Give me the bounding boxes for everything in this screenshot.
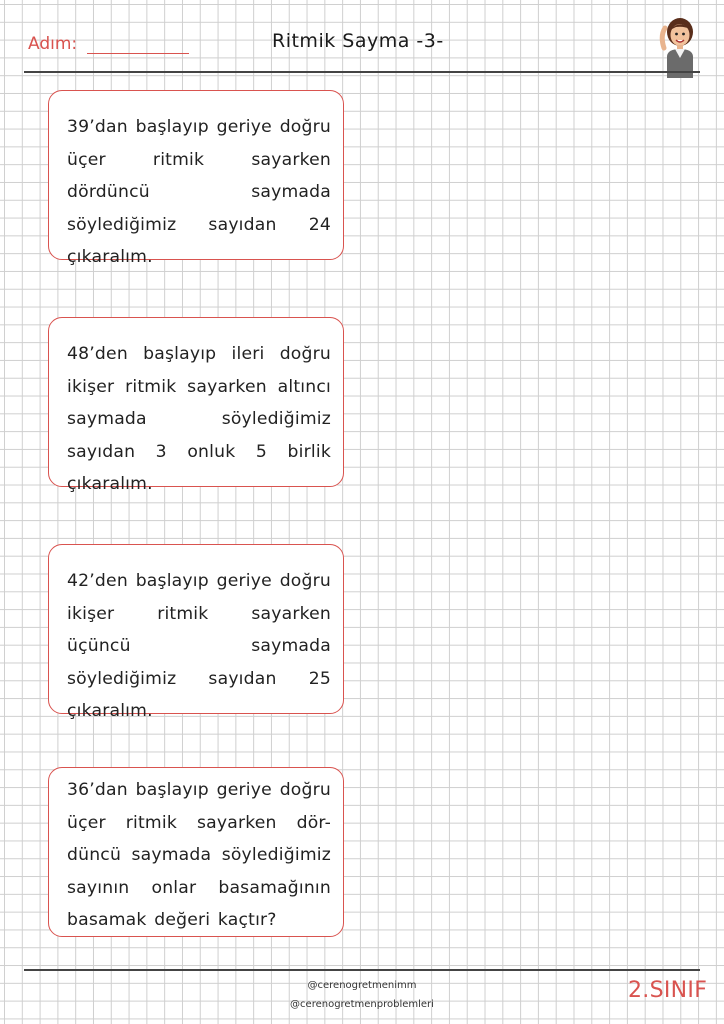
instagram-handle[interactable]: @cerenogretmenimm <box>307 980 417 991</box>
question-text: 48’den başlayıp ileri doğru ikişer ritmik sayarken altıncı saymada söylediğimiz sayıdan 3 onluk 5 birlik çıkaralım. <box>67 344 331 494</box>
name-line[interactable] <box>87 37 189 54</box>
footer-rule <box>24 969 700 971</box>
question-card-2 <box>48 317 344 494</box>
question-card-3 <box>48 544 344 721</box>
header-rule <box>24 71 700 73</box>
question-text: 36’dan başlayıp geriye doğru üçer ritmik sayarken dör- düncü saymada söylediğimiz sayının onlar basamağının basamak değeri kaçtır? <box>67 780 331 930</box>
question-text: 42’den başlayıp geriye doğru ikişer ritmik sayarken üçüncü saymada söylediğimiz sayıdan 25 çıkaralım. <box>67 571 331 721</box>
girl-avatar-icon <box>658 14 702 78</box>
question-card-4 <box>48 767 344 937</box>
grade-label: 2.SINIF <box>628 978 708 1003</box>
question-card-1 <box>48 90 344 267</box>
instagram-handle[interactable]: @cerenogretmenproblemleri <box>290 999 434 1010</box>
footer-handles <box>0 976 724 1014</box>
name-label: Adım: <box>28 34 78 54</box>
question-text: 39’dan başlayıp geriye doğru üçer ritmik sayarken dördüncü saymada söylediğimiz sayıdan 24 çıkaralım. <box>67 117 331 267</box>
name-field <box>28 34 189 54</box>
page-title: Ritmik Sayma -3- <box>272 30 444 52</box>
